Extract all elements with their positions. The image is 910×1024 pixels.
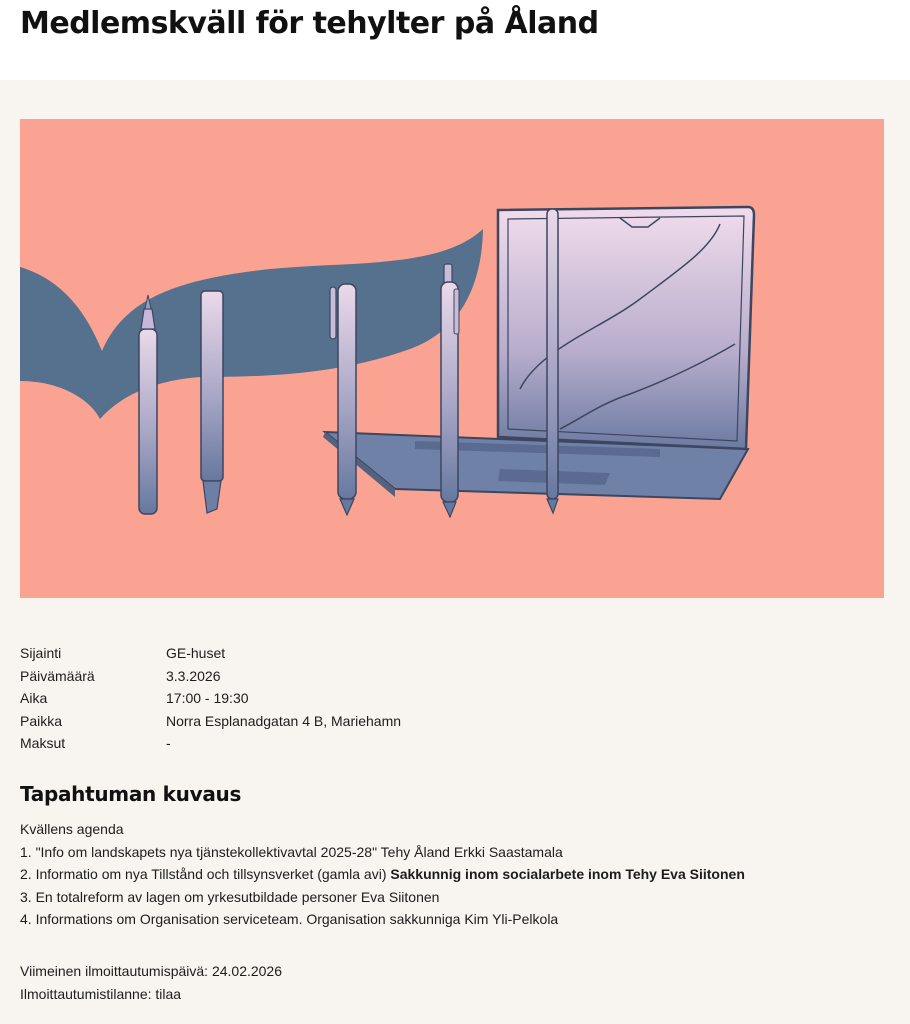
event-content	[0, 80, 910, 1024]
registration-deadline: Viimeinen ilmoittautumispäivä: 24.02.2026	[20, 963, 283, 979]
agenda-item	[20, 863, 890, 886]
detail-value: Norra Esplanadgatan 4 B, Mariehamn	[166, 712, 402, 729]
detail-row-date	[20, 665, 880, 688]
detail-row-time	[20, 687, 880, 710]
detail-label: Aika	[20, 690, 48, 706]
description-heading: Tapahtuman kuvaus	[20, 782, 242, 806]
detail-label: Maksut	[20, 735, 66, 751]
page-title: Medlemskväll för tehylter på Åland	[20, 6, 599, 41]
event-description	[20, 818, 890, 931]
marker-pen-illustration	[139, 295, 157, 514]
agenda-item-text: 4. Informations om Organisation serviceteam. Organisation sakkunniga Kim Yli-Pelkola	[20, 911, 559, 927]
detail-row-location	[20, 642, 880, 665]
detail-value: GE-huset	[166, 645, 226, 661]
detail-label: Paikka	[20, 712, 63, 729]
detail-value: -	[166, 735, 171, 751]
detail-row-fees	[20, 732, 880, 755]
click-pen-illustration	[441, 264, 459, 517]
detail-value: 3.3.2026	[166, 667, 221, 684]
ballpoint-pen-illustration	[330, 284, 356, 515]
detail-value: 17:00 - 19:30	[166, 690, 249, 706]
detail-label: Päivämäärä	[20, 667, 95, 684]
agenda-item	[20, 886, 890, 909]
detail-row-place	[20, 710, 880, 733]
agenda-item	[20, 841, 890, 864]
registration-status: Ilmoittautumistilanne: tilaa	[20, 985, 182, 1002]
agenda-item-text: 1. "Info om landskapets nya tjänstekollektivavtal 2025-28" Tehy Åland Erkki Saastamala	[20, 843, 563, 860]
agenda-item-text: 2. Informatio om nya Tillstånd och tillsynsverket (gamla avi)	[20, 866, 391, 882]
wave-shape	[20, 229, 483, 419]
agenda-item-text: 3. En totalreform av lagen om yrkesutbildade personer Eva Siitonen	[20, 888, 440, 905]
event-details	[20, 642, 880, 755]
registration-info	[20, 960, 880, 1005]
stylus-illustration	[547, 209, 558, 513]
page-header	[0, 0, 910, 80]
agenda-intro: Kvällens agenda	[20, 821, 124, 837]
agenda-item	[20, 908, 890, 931]
highlighter-illustration	[201, 291, 223, 513]
agenda-item-bold-text: Sakkunnig inom socialarbete inom Tehy Eva Siitonen	[390, 866, 745, 882]
detail-label: Sijainti	[20, 645, 62, 661]
hero-illustration	[20, 119, 884, 598]
